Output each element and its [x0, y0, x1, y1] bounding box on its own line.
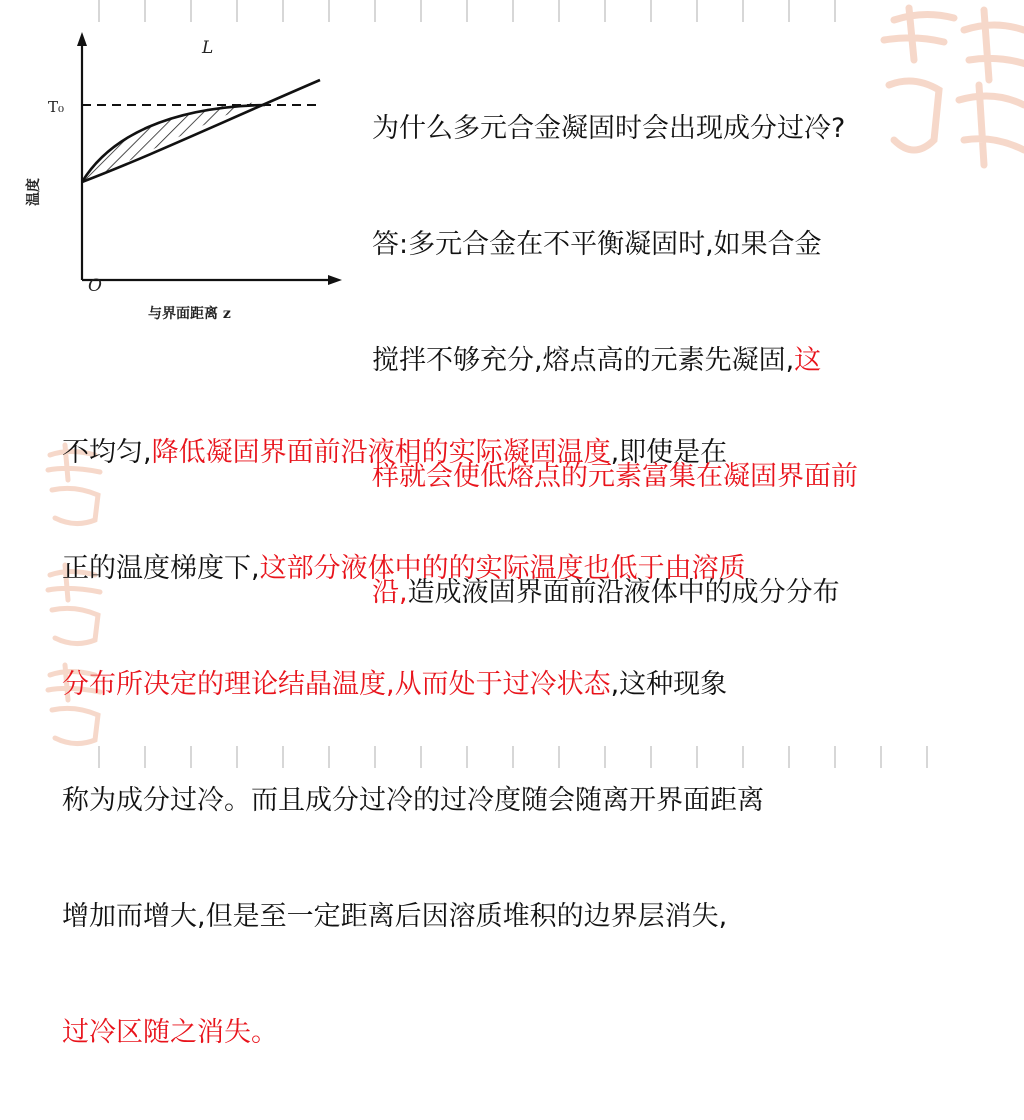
label-T0: T₀ — [48, 98, 65, 116]
answer-line-3: 样就会使低熔点的元素富集在凝固界面前 — [372, 461, 858, 492]
body-line-3: 分布所决定的理论结晶温度,从而处于过冷状态,这种现象 — [62, 669, 728, 700]
y-axis-label: 温度 — [26, 178, 42, 206]
temperature-line — [82, 80, 320, 182]
body-line-2: 正的温度梯度下,这部分液体中的的实际温度也低于由溶质 — [62, 553, 746, 584]
body-line-6: 过冷区随之消失。 — [62, 1017, 278, 1048]
label-origin: O — [88, 276, 102, 296]
body-line-5: 增加而增大,但是至一定距离后因溶质堆积的边界层消失, — [62, 901, 728, 932]
explanation-paragraph — [62, 366, 962, 1120]
answer-line-4: 沿,造成液固界面前沿液体中的成分分布 — [372, 577, 840, 608]
question-line: 为什么多元合金凝固时会出现成分过冷? — [372, 113, 846, 144]
body-line-1: 不均匀,降低凝固界面前沿液相的实际凝固温度,即使是在 — [62, 437, 728, 468]
answer-line-1: 答:多元合金在不平衡凝固时,如果合金 — [372, 229, 822, 260]
answer-line-2: 搅拌不够充分,熔点高的元素先凝固,这 — [372, 345, 822, 376]
label-L: L — [202, 38, 214, 58]
x-axis-label: 与界面距离 z — [148, 306, 231, 322]
supercooling-diagram — [20, 28, 350, 328]
body-line-4: 称为成分过冷。而且成分过冷的过冷度随会随离开界面距离 — [62, 785, 764, 816]
